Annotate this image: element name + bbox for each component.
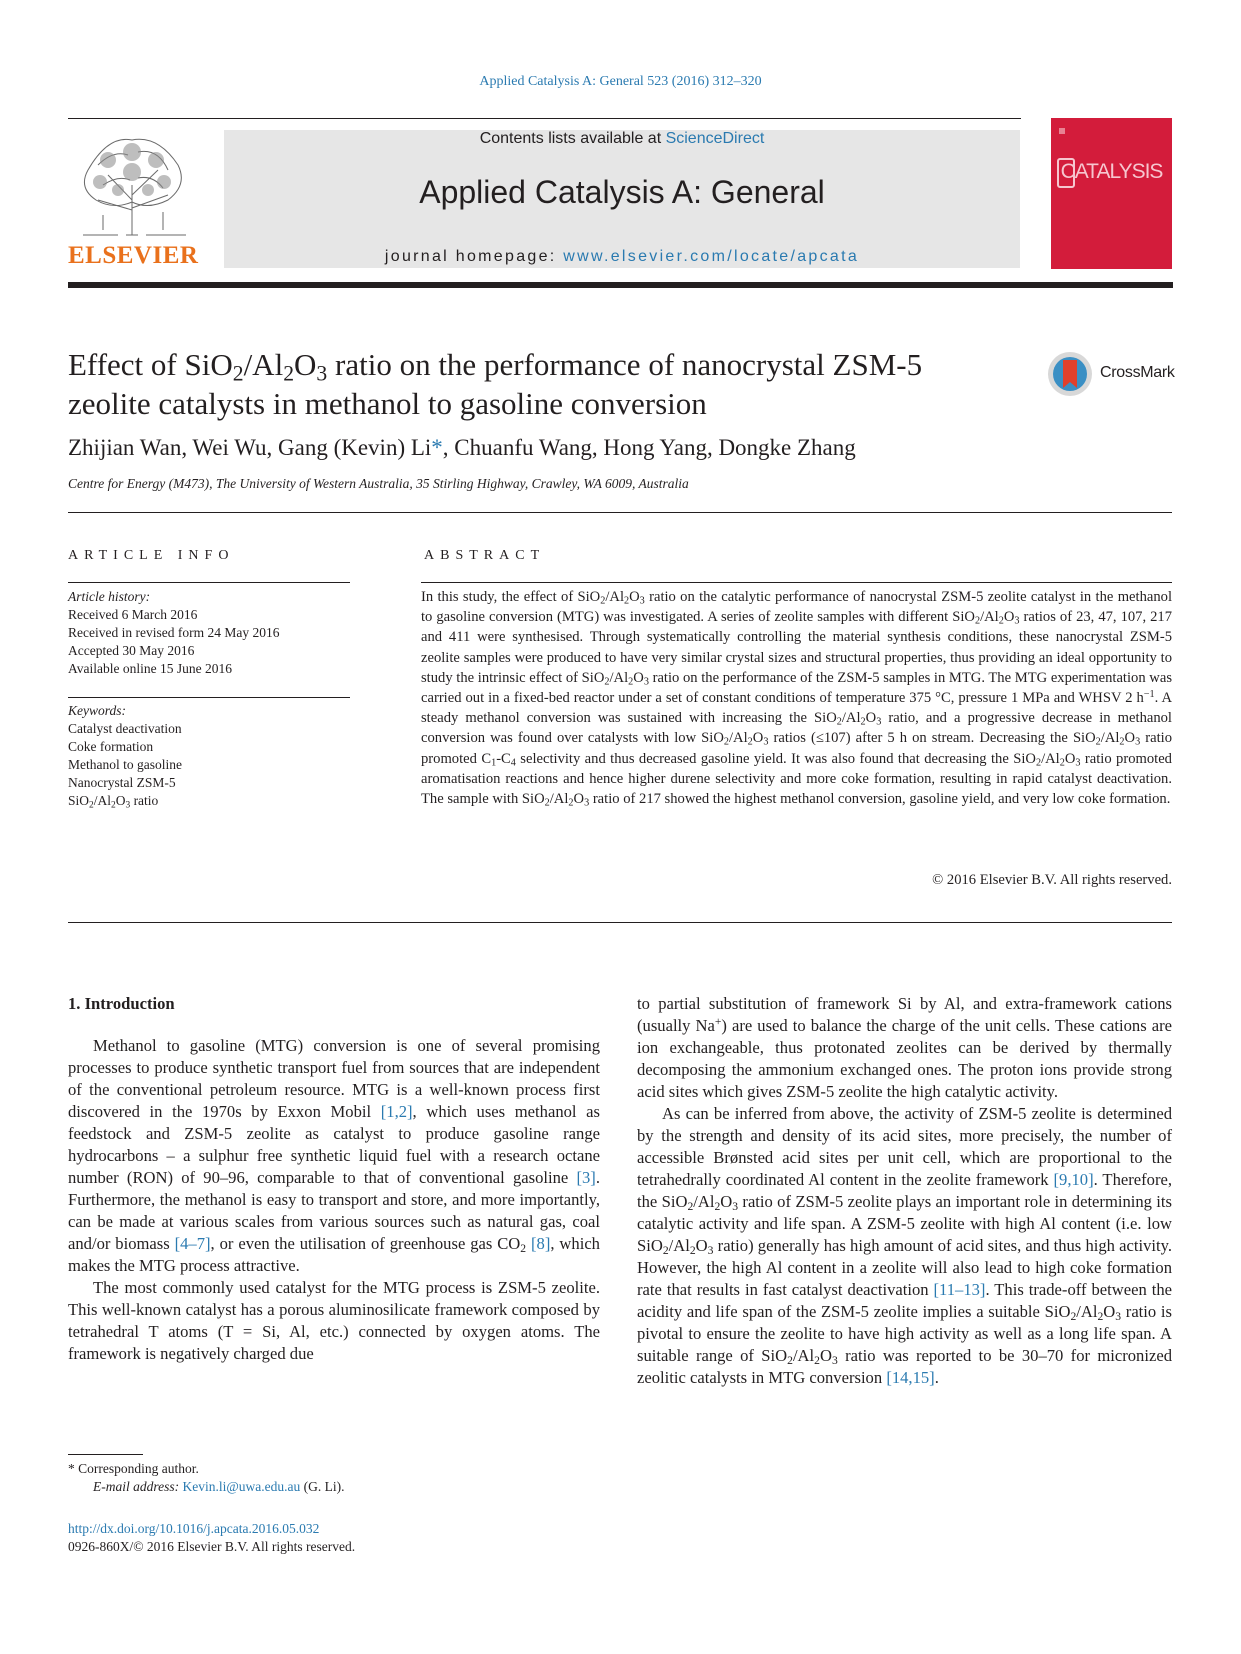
corresponding-author-marker[interactable]: *: [431, 435, 443, 460]
citation-link[interactable]: [14,15]: [886, 1368, 935, 1387]
cover-graphic: [1057, 158, 1075, 188]
citation-link[interactable]: [4–7]: [174, 1234, 211, 1253]
elsevier-logo[interactable]: [68, 130, 199, 270]
history-item: Accepted 30 May 2016: [68, 643, 195, 658]
body-column-right: [637, 993, 1172, 1389]
sciencedirect-link[interactable]: ScienceDirect: [665, 130, 765, 147]
doi-block: [68, 1520, 355, 1556]
journal-title: Applied Catalysis A: General: [419, 174, 825, 210]
doi-link[interactable]: http://dx.doi.org/10.1016/j.apcata.2016.05.032: [68, 1521, 320, 1536]
body-paragraph: The most commonly used catalyst for the MTG process is ZSM-5 zeolite. This well-known catalyst has a porous aluminosilicate framework composed by tetrahedral T atoms (T = Si, Al, etc.) connected by oxygen atoms. The framework is negatively charged due: [68, 1278, 600, 1363]
citation-link[interactable]: [11–13]: [933, 1280, 986, 1299]
corresponding-author-note: * Corresponding author.: [68, 1461, 199, 1476]
email-link[interactable]: Kevin.li@uwa.edu.au: [182, 1479, 301, 1494]
keywords: [68, 702, 350, 810]
elsevier-tree-icon: [68, 130, 196, 238]
citation-link[interactable]: [9,10]: [1053, 1170, 1094, 1189]
cover-mark: [1059, 128, 1065, 134]
crossmark-label: CrossMark: [1100, 364, 1175, 381]
divider: [421, 582, 1172, 583]
keyword-suffix: ratio: [130, 793, 159, 808]
divider: [68, 697, 350, 698]
article-title: Effect of $SiO_2/Al_2O_3$ ratio on the performance of nanocrystal ZSM-5 zeolite catalysts in methanol to gasoline conversion: [68, 347, 923, 421]
history-item: Received 6 March 2016: [68, 607, 198, 622]
abstract-heading: ABSTRACT: [424, 548, 546, 563]
divider: [68, 922, 1172, 923]
title-text: zeolite catalysts in methanol to gasoline conversion: [68, 386, 707, 421]
keywords-label: Keywords:: [68, 703, 126, 718]
body-column-left: [68, 993, 600, 1365]
citation-link[interactable]: [3]: [576, 1168, 596, 1187]
title-text: ratio on the performance of nanocrystal ZSM-5: [327, 347, 923, 382]
history-label: Article history:: [68, 589, 151, 604]
keyword-item: $SiO_2/Al_2O_3$ ratio: [68, 793, 159, 811]
keyword-item: Methanol to gasoline: [68, 757, 182, 772]
crossmark-icon: [1046, 350, 1094, 398]
abstract-copyright: © 2016 Elsevier B.V. All rights reserved.: [932, 872, 1172, 888]
title-text: /Al: [243, 347, 284, 382]
keyword-item: Catalyst deactivation: [68, 721, 182, 736]
email-label: E-mail address:: [93, 1479, 183, 1494]
authors-text: , Chuanfu Wang, Hong Yang, Dongke Zhang: [442, 435, 856, 460]
footnote-rule: [68, 1454, 143, 1455]
contents-prefix: Contents lists available at: [479, 130, 666, 147]
crossmark-badge[interactable]: [1046, 350, 1176, 398]
section-heading-introduction: 1. Introduction: [68, 994, 175, 1013]
homepage-line: [224, 248, 1020, 266]
footnote: [68, 1460, 345, 1496]
journal-cover-thumbnail[interactable]: [1051, 118, 1172, 269]
body-paragraph: to partial substitution of framework Si by Al, and extra-framework cations (usually Na+) are used to balance the charge of the unit cells. These cations are ion exchangeable, thus protonated zeolites can be derived by thermally decomposing the ammonium exchanged ones. The proton ions provide strong acid sites which gives ZSM-5 zeolite the high catalytic activity.: [637, 994, 1172, 1101]
header-rule: [68, 118, 1021, 119]
title-text: O: [294, 347, 317, 382]
elsevier-wordmark: ELSEVIER: [68, 242, 199, 269]
masthead-divider: [68, 282, 1173, 288]
article-info-heading: ARTICLE INFO: [68, 548, 235, 563]
issn-line: 0926-860X/© 2016 Elsevier B.V. All rights reserved.: [68, 1539, 356, 1554]
body-paragraph: Methanol to gasoline (MTG) conversion is one of several promising processes to produce synthetic transport fuel from sources that are independent of the conventional petroleum resource. MTG is a well-known process first discovered in the 1970s by Exxon Mobil [1,2], which uses methanol as feedstock and ZSM-5 zeolite as catalyst to produce gasoline range hydrocarbons – a sulphur free synthetic liquid fuel with a research octane number (RON) of 90–96, comparable to that of conventional gasoline [3]. Furthermore, the methanol is easy to transport and store, and more importantly, can be made at various scales from various sources such as natural gas, coal and/or biomass [4–7], or even the utilisation of greenhouse gas $CO_2$ [8], which makes the MTG process attractive.: [68, 1036, 600, 1275]
author-list: [68, 435, 856, 461]
homepage-link[interactable]: www.elsevier.com/locate/apcata: [563, 248, 860, 265]
email-line: [68, 1478, 345, 1496]
divider: [68, 582, 350, 583]
keyword-item: Coke formation: [68, 739, 154, 754]
title-text: Effect of SiO: [68, 347, 233, 382]
journal-masthead: [224, 130, 1020, 268]
authors-text: Zhijian Wan, Wei Wu, Gang (Kevin) Li: [68, 435, 432, 460]
keyword-item: Nanocrystal ZSM-5: [68, 775, 176, 790]
citation-link[interactable]: [1,2]: [380, 1102, 413, 1121]
history-item: Received in revised form 24 May 2016: [68, 625, 280, 640]
abstract-text: In this study, the effect of $SiO_2/Al_2O_3$ ratio on the catalytic performance of nanocrystal ZSM-5 zeolite catalyst in the methanol to gasoline conversion (MTG) was investigated. A series of zeolite samples with different $SiO_2/Al_2O_3$ ratios of 23, 47, 107, 217 and 411 were synthesised. Through systematically controlling the material synthesis conditions, these nanocrystal ZSM-5 zeolite samples were produced to have very similar crystal sizes and structural properties, thus providing an ideal opportunity to study the intrinsic effect of $SiO_2/Al_2O_3$ ratio on the performance of the ZSM-5 samples in MTG. The MTG experimentation was carried out in a fixed-bed reactor under a set of constant conditions of temperature 375 °C, pressure 1 MPa and WHSV 2 $h^{-1}$. A steady methanol conversion was sustained with increasing the $SiO_2/Al_2O_3$ ratio, and a progressive decrease in methanol conversion was found over catalysts with low $SiO_2/Al_2O_3$ ratios (≤107) after 5 h on stream. Decreasing the $SiO_2/Al_2O_3$ ratio promoted $C_1-C_4$ selectivity and thus decreased gasoline yield. It was also found that decreasing the $SiO_2/Al_2O_3$ ratio promoted aromatisation reactions and hence higher durene selectivity and more coke formation, resulting in rapid catalyst deactivation. The sample with $SiO_2/Al_2O_3$ ratio of 217 showed the highest methanol conversion, gasoline yield, and very low coke formation.: [421, 589, 1173, 809]
article-history: [68, 588, 350, 678]
contents-line: [224, 130, 1020, 148]
divider: [68, 512, 1172, 513]
journal-citation[interactable]: Applied Catalysis A: General 523 (2016) 312–320: [479, 74, 762, 89]
citation-link[interactable]: [8]: [531, 1234, 551, 1253]
cover-title: CATALYSIS: [1060, 160, 1163, 183]
email-suffix: (G. Li).: [300, 1479, 345, 1494]
history-item: Available online 15 June 2016: [68, 661, 232, 676]
body-paragraph: As can be inferred from above, the activity of ZSM-5 zeolite is determined by the strength and density of its acid sites, more precisely, the number of accessible Brønsted acid sites per unit cell, which are proportional to the tetrahedrally coordinated Al content in the zeolite framework [9,10]. Therefore, the $SiO_2/Al_2O_3$ ratio of ZSM-5 zeolite plays an important role in determining its catalytic activity and life span. A ZSM-5 zeolite with high Al content (i.e. low $SiO_2/Al_2O_3$ ratio) generally has high amount of acid sites, and thus high activity. However, the high Al content in a zeolite will also lead to high coke formation rate that results in fast catalyst deactivation [11–13]. This trade-off between the acidity and life span of the ZSM-5 zeolite implies a suitable $SiO_2/Al_2O_3$ ratio is pivotal to ensure the zeolite to have high activity as well as a long life span. A suitable range of $SiO_2/Al_2O_3$ ratio was reported to be 30–70 for micronized zeolitic catalysts in MTG conversion [14,15].: [637, 1104, 1172, 1387]
homepage-prefix: journal homepage:: [384, 248, 564, 265]
affiliation: Centre for Energy (M473), The University of Western Australia, 35 Stirling Highway, Crawley, WA 6009, Australia: [68, 476, 689, 491]
